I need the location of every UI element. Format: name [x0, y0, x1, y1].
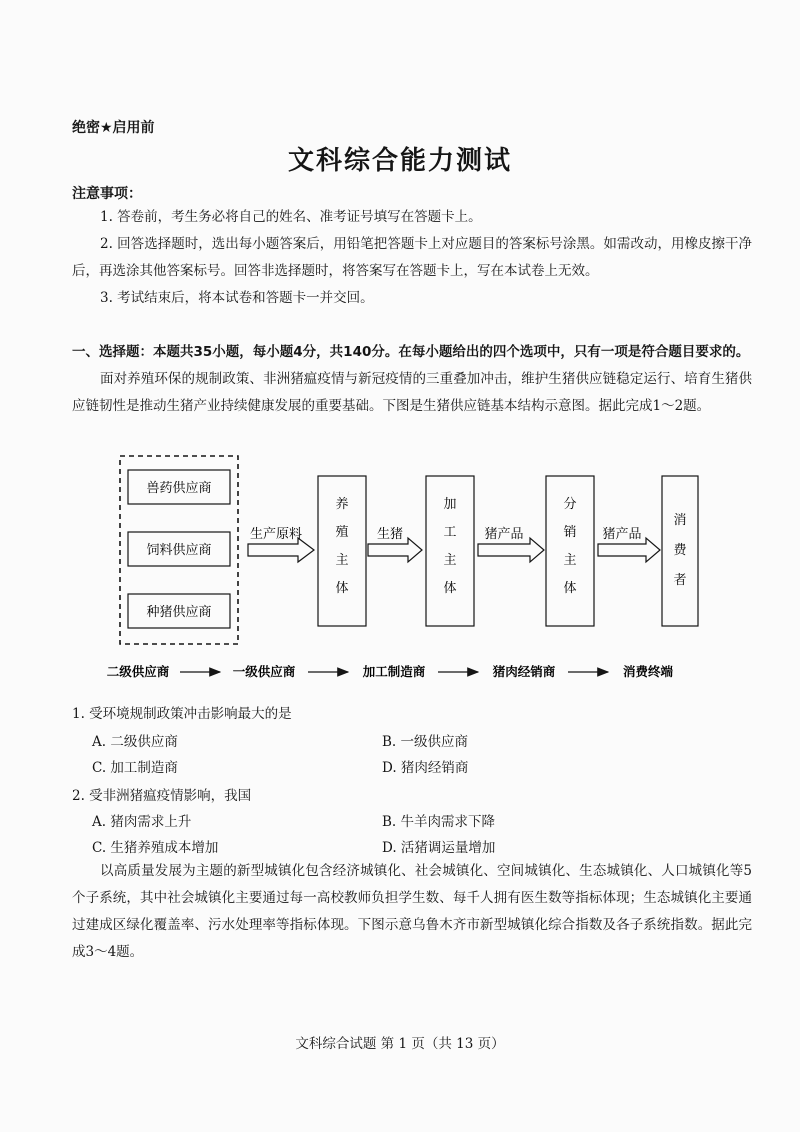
question-2-option-b[interactable]: B. 牛羊肉需求下降	[382, 814, 496, 830]
passage-urbanization: 以高质量发展为主题的新型城镇化包含经济城镇化、社会城镇化、空间城镇化、生态城镇化、人口城镇化等5个子系统，其中社会城镇化主要通过每一高校教师负担学生数、每千人拥有医生数等指标体现；生态城镇化主要通过建成区绿化覆盖率、污水处理率等指标体现。下图示意乌鲁木齐市新型城镇化综合指数及各子系统指数。据此完成3～4题。	[72, 863, 752, 960]
supplier-label-3: 种猪供应商	[146, 605, 212, 620]
confidential-label: 绝密★启用前	[72, 120, 155, 136]
notice-item-1: 1. 答卷前，考生务必将自己的姓名、准考证号填写在答题卡上。	[100, 209, 482, 225]
chain-label-1: 二级供应商	[106, 664, 170, 679]
page-title: 文科综合能力测试	[287, 146, 512, 176]
question-1-option-a[interactable]: A. 二级供应商	[92, 734, 178, 750]
question-1-option-b[interactable]: B. 一级供应商	[382, 734, 469, 750]
chain-label-2: 一级供应商	[232, 664, 296, 679]
supply-chain-diagram	[100, 448, 700, 688]
entity-label-distribution: 分销主体	[563, 497, 577, 596]
entity-label-processing: 加工主体	[443, 497, 457, 596]
flow-label-2: 生猪	[376, 527, 404, 542]
entity-label-breeding: 养殖主体	[335, 497, 349, 596]
chain-label-4: 猪肉经销商	[492, 664, 556, 679]
page-footer: 文科综合试题 第 1 页（共 13 页）	[295, 1036, 505, 1052]
question-1-option-c[interactable]: C. 加工制造商	[92, 760, 178, 776]
question-2-option-d[interactable]: D. 活猪调运量增加	[382, 840, 496, 856]
question-1-option-d[interactable]: D. 猪肉经销商	[382, 760, 469, 776]
notice-item-3: 3. 考试结束后，将本试卷和答题卡一并交回。	[100, 290, 374, 306]
section-heading: 一、选择题：本题共35小题，每小题4分，共140分。在每小题给出的四个选项中，只有一项是符合题目要求的。	[72, 344, 750, 360]
flow-label-4: 猪产品	[602, 527, 642, 542]
chain-label-5: 消费终端	[622, 664, 674, 679]
question-2-option-a[interactable]: A. 猪肉需求上升	[92, 814, 192, 830]
supplier-label-2: 饲料供应商	[146, 543, 212, 558]
notice-heading: 注意事项：	[72, 186, 142, 202]
supplier-box-2	[128, 532, 230, 566]
notice-list	[72, 204, 752, 312]
supplier-label-1: 兽药供应商	[146, 481, 212, 496]
chain-label-3: 加工制造商	[362, 664, 426, 679]
flow-label-3: 猪产品	[484, 527, 524, 542]
question-1-stem: 1. 受环境规制政策冲击影响最大的是	[72, 706, 292, 722]
entity-label-consumer: 消费者	[673, 513, 687, 588]
notice-item-2: 2. 回答选择题时，选出每小题答案后，用铅笔把答题卡上对应题目的答案标号涂黑。如需改动，用橡皮擦干净后，再选涂其他答案标号。回答非选择题时，将答案写在答题卡上，写在本试卷上无效。	[72, 236, 752, 279]
question-2-stem: 2. 受非洲猪瘟疫情影响，我国	[72, 788, 252, 804]
supplier-box-3	[128, 594, 230, 628]
flow-label-1: 生产原料	[249, 527, 303, 542]
question-2-option-c[interactable]: C. 生猪养殖成本增加	[92, 840, 219, 856]
intro-paragraph: 面对养殖环保的规制政策、非洲猪瘟疫情与新冠疫情的三重叠加冲击，维护生猪供应链稳定运行、培育生猪供应链韧性是推动生猪产业持续健康发展的重要基础。下图是生猪供应链基本结构示意图。据此完成1～2题。	[72, 371, 752, 414]
supplier-box-1	[128, 470, 230, 504]
